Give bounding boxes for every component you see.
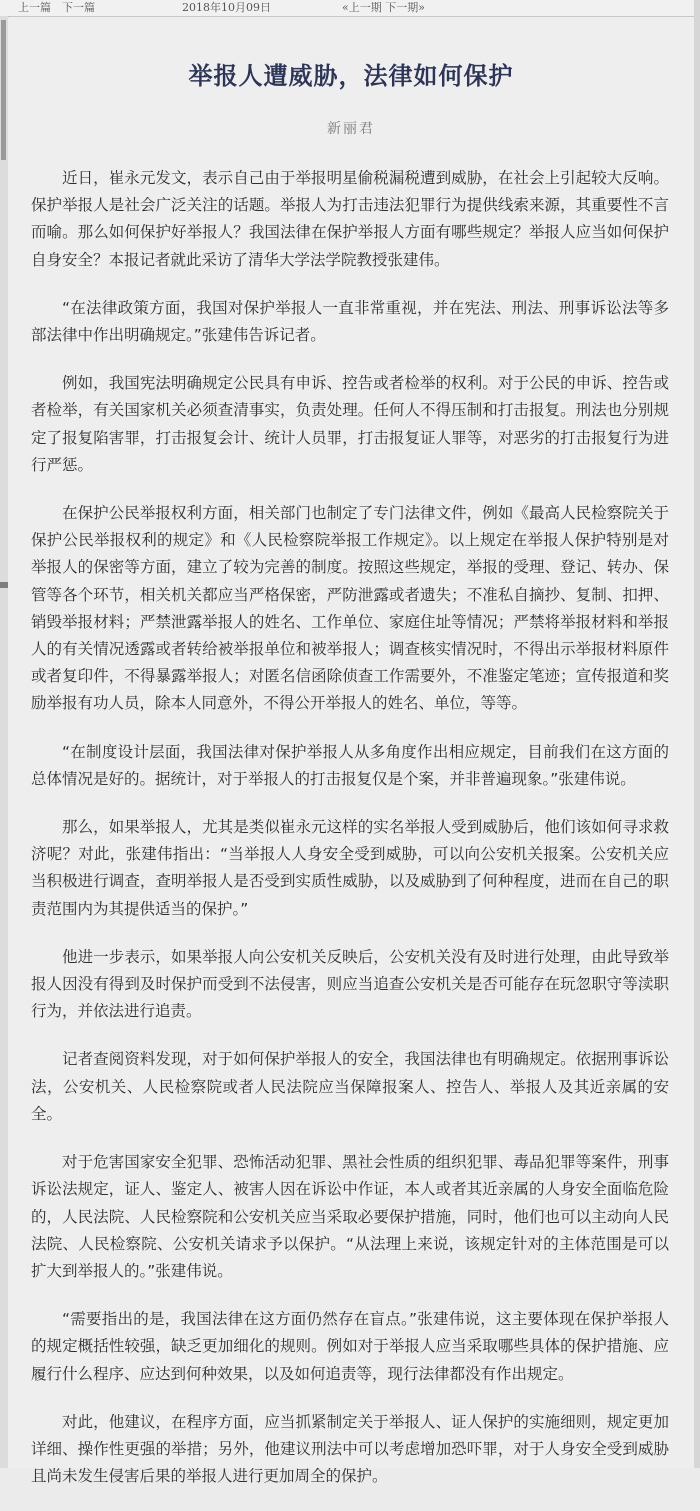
issue-navigation-link[interactable]: «上一期 下一期» bbox=[342, 1, 425, 14]
article-paragraph: 近日，崔永元发文，表示自己由于举报明星偷税漏税遭到威胁，在社会上引起较大反响。保护举报人是社会广泛关注的话题。举报人为打击违法犯罪行为提供线索来源，其重要性不言而喻。那么如何保护好举报人？我国法律在保护举报人方面有哪些规定？举报人应当如何保护自身安全？本报记者就此采访了清华大学法学院教授张建伟。 bbox=[31, 169, 669, 269]
previous-article-link[interactable]: 上一篇 bbox=[18, 1, 51, 14]
article-paragraph: “需要指出的是，我国法律在这方面仍然存在盲点。”张建伟说，这主要体现在保护举报人的规定概括性较强，缺乏更加细化的规则。例如对于举报人应当采取哪些具体的保护措施、应履行什么程序、应达到何种效果，以及如何追责等，现行法律都没有作出规定。 bbox=[31, 1310, 669, 1383]
article-paragraph: 例如，我国宪法明确规定公民具有申诉、控告或者检举的权利。对于公民的申诉、控告或者检举，有关国家机关必须查清事实，负责处理。任何人不得压制和打击报复。刑法也分别规定了报复陷害罪，打击报复会计、统计人员罪，打击报复证人罪等，对恶劣的打击报复行为进行严惩。 bbox=[31, 374, 669, 474]
scroll-marker bbox=[0, 582, 8, 588]
article-paragraph: 他进一步表示，如果举报人向公安机关反映后，公安机关没有及时进行处理，由此导致举报人因没有得到及时保护而受到不法侵害，则应当追查公安机关是否可能存在玩忽职守等渎职行为，并依法进行追责。 bbox=[31, 947, 669, 1021]
article-paragraph: “在制度设计层面，我国法律对保护举报人从多角度作出相应规定，目前我们在这方面的总体情况是好的。据统计，对于举报人的打击报复仅是个案，并非普遍现象。”张建伟说。 bbox=[31, 742, 669, 788]
article-paragraph: 记者查阅资料发现，对于如何保护举报人的安全，我国法律也有明确规定。依据刑事诉讼法，公安机关、人民检察院或者人民法院应当保障报案人、控告人、举报人及其近亲属的安全。 bbox=[31, 1050, 669, 1123]
top-navigation-bar bbox=[0, 0, 700, 17]
article-title: 举报人遭威胁，法律如何保护 bbox=[188, 62, 514, 90]
article-paragraph: 对于危害国家安全犯罪、恐怖活动犯罪、黑社会性质的组织犯罪、毒品犯罪等案件，刑事诉讼法规定，证人、鉴定人、被害人因在诉讼中作证，本人或者其近亲属的人身安全面临危险的，人民法院、人民检察院和公安机关应当采取必要保护措施，同时，他们也可以主动向人民法院、人民检察院、公安机关请求予以保护。“从法理上来说，该规定针对的主体范围是可以扩大到举报人的。”张建伟说。 bbox=[31, 1153, 669, 1280]
article-container bbox=[8, 17, 694, 1486]
article-paragraph: 对此，他建议，在程序方面，应当抓紧制定关于举报人、证人保护的实施细则，规定更加详细、操作性更强的举措；另外，他建议刑法中可以考虑增加恐吓罪，对于人身安全受到威胁且尚未发生侵害后果的举报人进行更加周全的保护。 bbox=[31, 1412, 669, 1486]
article-paragraph: “在法律政策方面，我国对保护举报人一直非常重视，并在宪法、刑法、刑事诉讼法等多部法律中作出明确规定。”张建伟告诉记者。 bbox=[31, 298, 669, 345]
next-article-link[interactable]: 下一篇 bbox=[62, 1, 95, 14]
article-author: 新丽君 bbox=[327, 121, 375, 137]
scrollbar-thumb[interactable] bbox=[1, 20, 6, 160]
right-edge bbox=[694, 0, 700, 1468]
article-body bbox=[31, 165, 669, 1511]
issue-date: 2018年10月09日 bbox=[182, 1, 271, 14]
article-paragraph: 那么，如果举报人，尤其是类似崔永元这样的实名举报人受到威胁后，他们该如何寻求救济呢？对此，张建伟指出：“当举报人人身安全受到威胁，可以向公安机关报案。公安机关应当积极进行调查，查明举报人是否受到实质性威胁，以及威胁到了何种程度，进而在自己的职责范围内为其提供适当的保护。” bbox=[31, 818, 669, 918]
article-paragraph: 在保护公民举报权利方面，相关部门也制定了专门法律文件，例如《最高人民检察院关于保护公民举报权利的规定》和《人民检察院举报工作规定》。以上规定在举报人保护特别是对举报人的保密等方面，建立了较为完善的制度。按照这些规定，举报的受理、登记、转办、保管等各个环节，相关机关都应当严格保密，严防泄露或者遗失；不准私自摘抄、复制、扣押、销毁举报材料；严禁泄露举报人的姓名、工作单位、家庭住址等情况；严禁将举报材料和举报人的有关情况透露或者转给被举报单位和被举报人；调查核实情况时，不得出示举报材料原件或者复印件，不得暴露举报人；对匿名信函除侦查工作需要外，不准鉴定笔迹；宣传报道和奖励举报有功人员，除本人同意外，不得公开举报人的姓名、单位，等等。 bbox=[31, 504, 669, 713]
